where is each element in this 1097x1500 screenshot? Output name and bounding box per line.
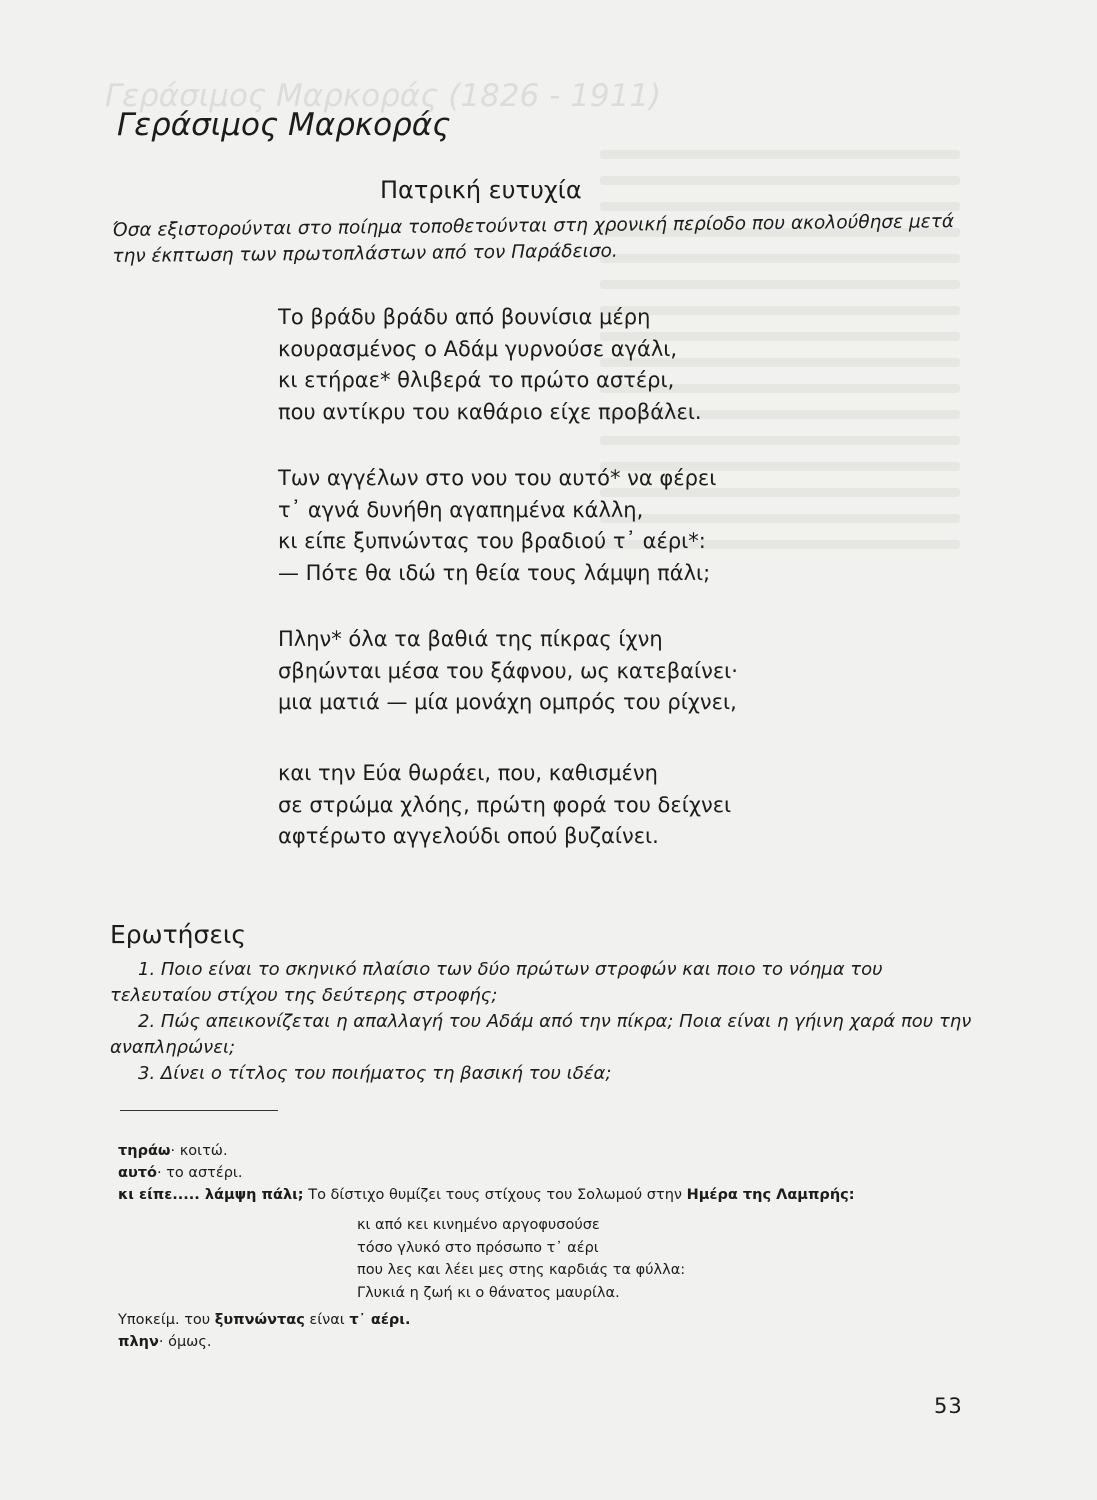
verse-line: που αντίκρυ του καθάριο είχε προβάλει. — [278, 399, 702, 424]
solomos-quote — [357, 1214, 685, 1304]
verse-line: κι είπε ξυπνώντας του βραδιού τ᾽ αέρι*: — [278, 529, 706, 553]
verse-line: σβηώνται μέσα του ξάφνου, ως κατεβαίνει· — [278, 658, 738, 683]
poem-title: Πατρική ευτυχία — [380, 176, 582, 204]
footnote — [118, 1331, 410, 1353]
verse-line: αφτέρωτο αγγελούδι οπού βυζαίνει. — [278, 824, 659, 848]
stanza-2 — [278, 463, 716, 589]
stanza-4 — [278, 758, 731, 853]
page-number: 53 — [934, 1394, 963, 1418]
verse-line: μια ματιά — μία μονάχη ομπρός του ρίχνει, — [278, 690, 737, 714]
question-item: 3. Δίνει ο τίτλος του ποιήματος τη βασική του ιδέα; — [138, 1063, 612, 1084]
footnote-text: · το αστέρι. — [156, 1165, 243, 1181]
footnote-term: πλην — [118, 1334, 159, 1350]
footnote-divider — [120, 1110, 278, 1111]
question-item: 1. Ποιο είναι το σκηνικό πλαίσιο των δύο πρώτων στροφών και ποιο το νόημα του τελευταίου στίχου της δεύτερης στροφής; — [110, 959, 883, 1006]
quote-line: κι από κει κινημένο αργοφυσούσε — [357, 1217, 600, 1233]
quote-line: που λες και λέει μες στης καρδιάς τα φύλλα: — [357, 1262, 686, 1278]
author-name: Γεράσιμος Μαρκοράς — [117, 107, 451, 143]
quote-line: τόσο γλυκό στο πρόσωπο τ᾽ αέρι — [357, 1239, 599, 1256]
questions-list — [110, 957, 975, 1087]
verse-line: — Πότε θα ιδώ τη θεία τους λάμψη πάλι; — [278, 560, 711, 585]
footnote-text: Υποκείμ. του — [118, 1312, 215, 1328]
footnote — [118, 1184, 978, 1206]
footnote-text: είναι — [304, 1312, 350, 1328]
question-item: 2. Πώς απεικονίζεται η απαλλαγή του Αδάμ από την πίκρα; Ποια είναι η γήινη χαρά που την αναπληρώνει; — [110, 1011, 972, 1058]
footnote-term: αυτό — [118, 1165, 157, 1181]
bleed-through-text: Γεράσιμος Μαρκοράς (1826 - 1911) — [105, 78, 662, 114]
intro-text: Όσα εξιστορούνται στο ποίημα τοποθετούνται στη χρονική περίοδο που ακολούθησε μετά την έκπτωση των πρωτοπλάστων από τον Παράδεισο. — [112, 211, 955, 267]
questions-heading: Ερωτήσεις — [110, 920, 246, 949]
footnotes-continued — [118, 1309, 410, 1353]
quote-line: Γλυκιά η ζωή κι ο θάνατος μαυρίλα. — [357, 1284, 620, 1301]
verse-line: Των αγγέλων στο νου του αυτό* να φέρει — [278, 466, 717, 490]
stanza-1 — [278, 302, 702, 428]
footnotes — [118, 1140, 978, 1206]
footnote — [118, 1162, 978, 1184]
verse-line: και την Εύα θωράει, που, καθισμένη — [278, 761, 658, 785]
verse-line: κουρασμένος ο Αδάμ γυρνούσε αγάλι, — [278, 336, 678, 361]
footnote-text: Το δίστιχο θυμίζει τους στίχους του Σολωμού στην — [303, 1187, 687, 1203]
verse-line: σε στρώμα χλόης, πρώτη φορά του δείχνει — [278, 792, 732, 817]
verse-line: κι ετήραε* θλιβερά το πρώτο αστέρι, — [278, 368, 675, 392]
footnote-term: τ᾽ αέρι. — [349, 1312, 411, 1328]
verse-line: τ᾽ αγνά δυνήθη αγαπημένα κάλλη, — [278, 497, 644, 522]
footnote — [118, 1309, 410, 1331]
footnote-term: ξυπνώντας — [214, 1312, 305, 1328]
stanza-3 — [278, 624, 738, 719]
verse-line: Πλην* όλα τα βαθιά της πίκρας ίχνη — [278, 627, 663, 651]
footnote-term: κι είπε..... λάμψη πάλι; — [118, 1187, 304, 1203]
footnote-term: τηράω — [118, 1143, 171, 1159]
verse-line: Το βράδυ βράδυ από βουνίσια μέρη — [278, 305, 651, 329]
footnote-text: · κοιτώ. — [170, 1143, 228, 1159]
footnote — [118, 1140, 978, 1162]
footnote-text: · όμως. — [158, 1334, 212, 1350]
footnote-reference: Ημέρα της Λαμπρής: — [686, 1187, 855, 1203]
